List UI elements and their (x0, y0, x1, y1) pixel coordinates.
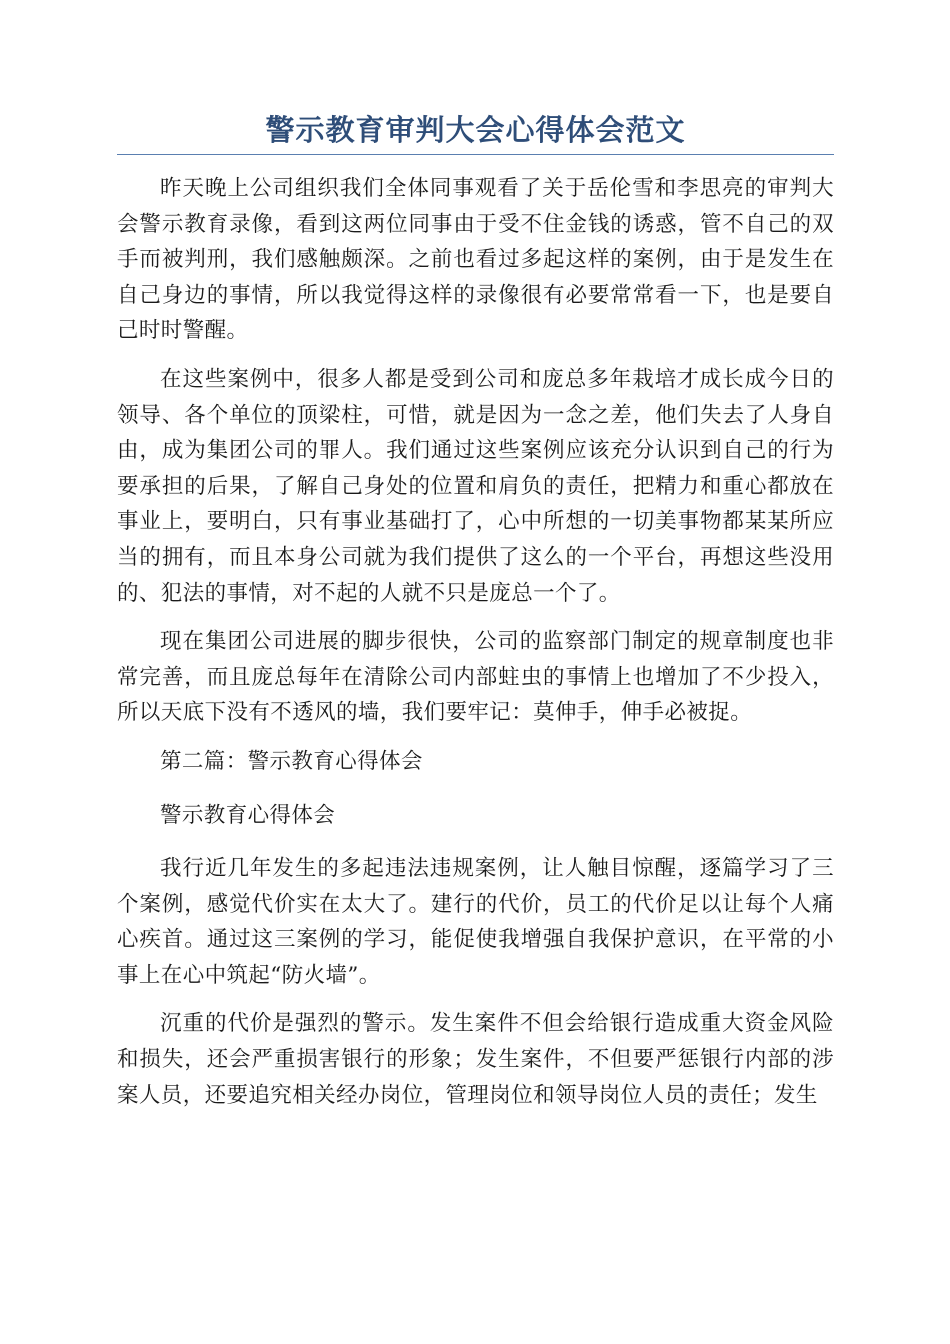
paragraph-4: 我行近几年发生的多起违法违规案例，让人触目惊醒，逐篇学习了三个案例，感觉代价实在太大了。建行的代价，员工的代价足以让每个人痛心疾首。通过这三案例的学习，能促使我增强自我保护意识，在平常的小事上在心中筑起“防火墙”。 (117, 856, 834, 988)
paragraph-3: 现在集团公司进展的脚步很快，公司的监察部门制定的规章制度也非常完善，而且庞总每年在清除公司内部蛀虫的事情上也增加了不少投入，所以天底下没有不透风的墙，我们要牢记：莫伸手，伸手必被捉。 (117, 629, 834, 726)
document-page (117, 108, 834, 1126)
title-underline (117, 154, 834, 155)
document-title: 警示教育审判大会心得体会范文 (265, 113, 686, 147)
paragraph-5: 沉重的代价是强烈的警示。发生案件不但会给银行造成重大资金风险和损失，还会严重损害银行的形象；发生案件，不但要严惩银行内部的涉案人员，还要追究相关经办岗位，管理岗位和领导岗位人员的责任；发生 (117, 1011, 834, 1108)
paragraph-2: 在这些案例中，很多人都是受到公司和庞总多年栽培才成长成今日的领导、各个单位的顶梁柱，可惜，就是因为一念之差，他们失去了人身自由，成为集团公司的罪人。我们通过这些案例应该充分认识到自己的行为要承担的后果，了解自己身处的位置和肩负的责任，把精力和重心都放在事业上，要明白，只有事业基础打了，心中所想的一切美事物都某某所应当的拥有，而且本身公司就为我们提供了这么的一个平台，再想这些没用的、犯法的事情，对不起的人就不只是庞总一个了。 (117, 366, 834, 606)
section-heading-second-article: 第二篇：警示教育心得体会 (160, 748, 423, 774)
section-subheading: 警示教育心得体会 (160, 802, 336, 828)
paragraph-1: 昨天晚上公司组织我们全体同事观看了关于岳伦雪和李思亮的审判大会警示教育录像，看到这两位同事由于受不住金钱的诱惑，管不自己的双手而被判刑，我们感触颇深。之前也看过多起这样的案例，由于是发生在自己身边的事情，所以我觉得这样的录像很有必要常常看一下，也是要自己时时警醒。 (117, 176, 834, 344)
